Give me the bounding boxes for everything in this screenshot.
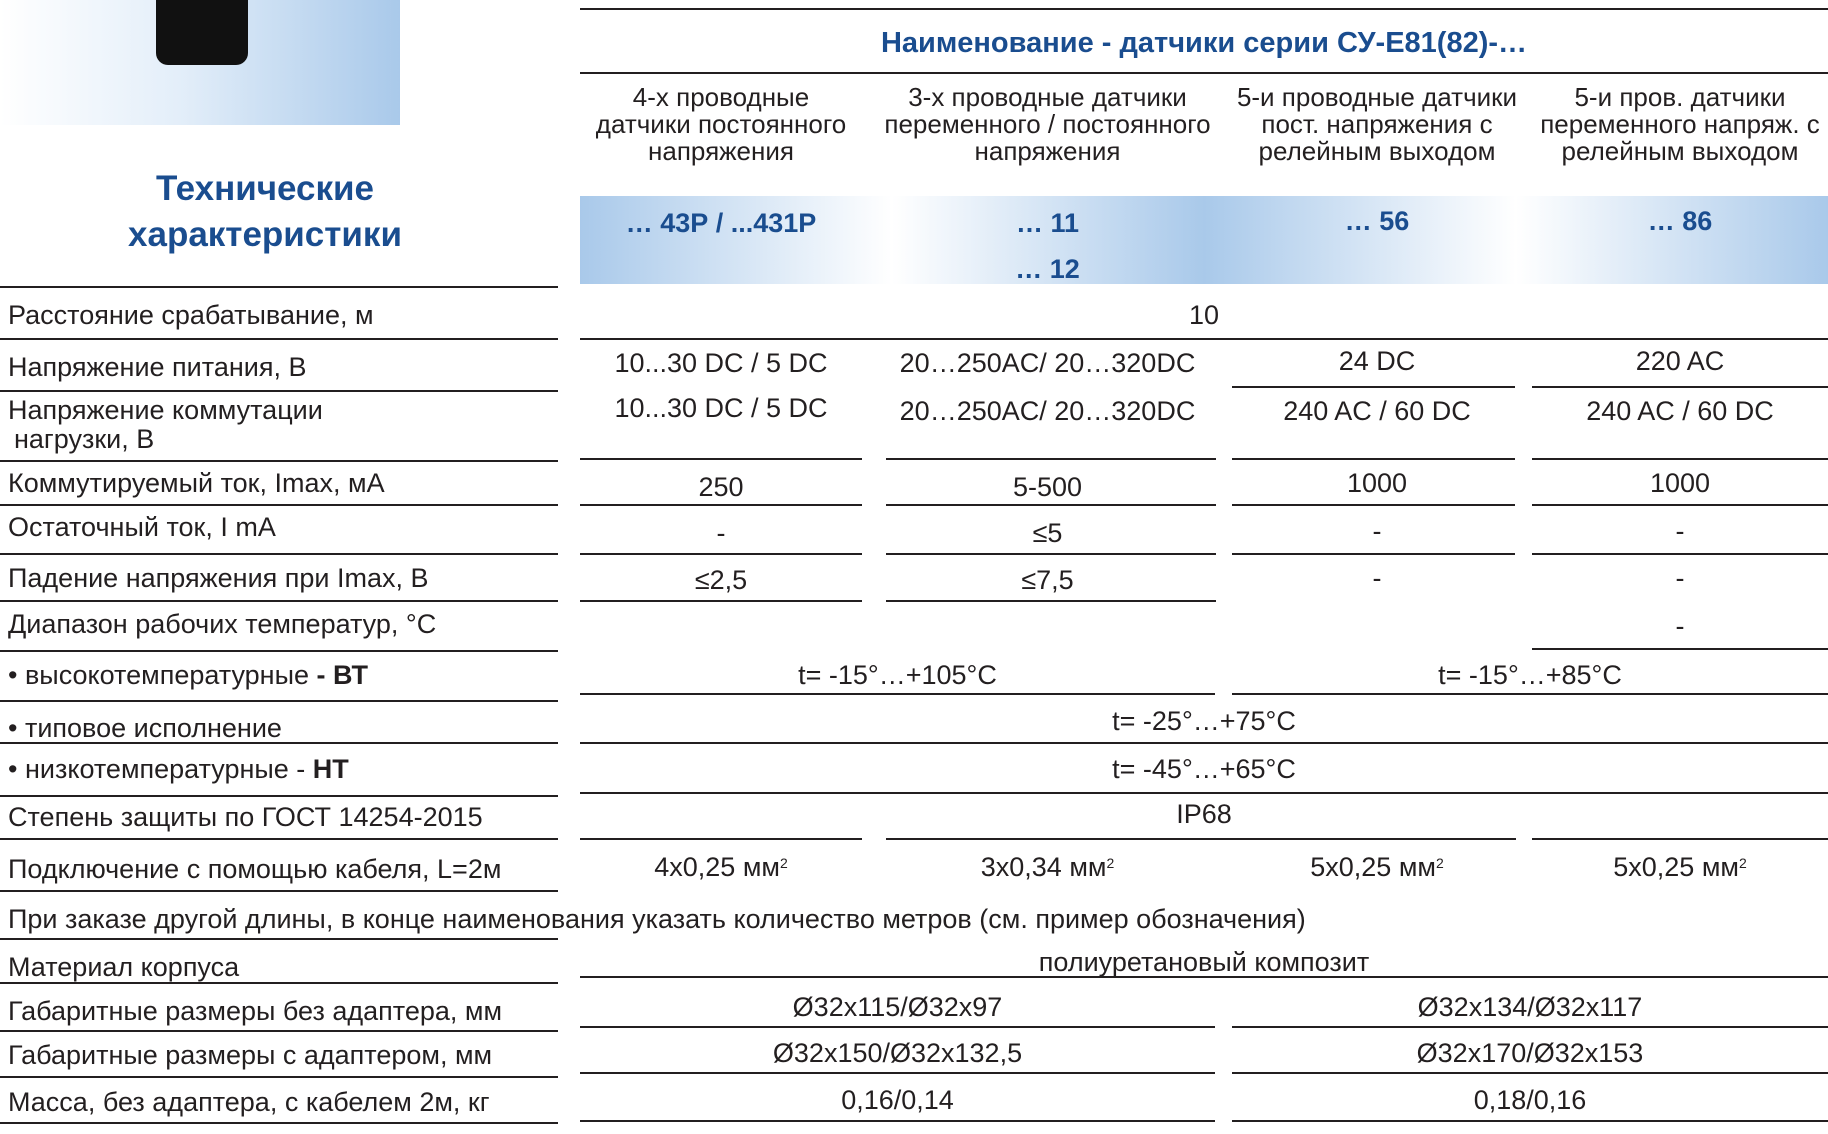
value-switching-1: 10...30 DC / 5 DC — [614, 393, 828, 423]
value-drop-1: ≤2,5 — [694, 565, 748, 595]
value-rule — [886, 553, 1216, 555]
column-header-4: 5-и пров. датчики переменного напряж. с релейным выходом — [1540, 82, 1820, 166]
value-dims-adapter-left: Ø32х150/Ø32х132,5 — [772, 1038, 1023, 1068]
value-supply-3: 24 DC — [1338, 346, 1416, 376]
value-rule — [1532, 648, 1828, 650]
label-rule — [0, 600, 558, 602]
label-distance: Расстояние срабатывание, м — [8, 300, 374, 330]
value-rule — [1232, 1026, 1828, 1028]
value-cable-1 — [585, 852, 857, 882]
value-supply-4: 220 AC — [1635, 346, 1725, 376]
value-supply-1: 10...30 DC / 5 DC — [614, 348, 828, 378]
value-cable-3-text: 5х0,25 мм — [1310, 852, 1436, 882]
label-high-temp-text: • высокотемпературные — [8, 660, 317, 690]
value-rule — [580, 1026, 1215, 1028]
label-rule — [0, 890, 558, 892]
label-current: Коммутируемый ток, Imax, мА — [8, 468, 385, 498]
label-rule — [0, 390, 558, 392]
label-dims-adapter: Габаритные размеры с адаптером, мм — [8, 1040, 493, 1070]
value-temp-4: - — [1675, 611, 1685, 641]
value-cable-2 — [880, 852, 1215, 882]
label-dims-no-adapter: Габаритные размеры без адаптера, мм — [8, 996, 503, 1026]
value-dims-adapter-right: Ø32х170/Ø32х153 — [1416, 1038, 1644, 1068]
value-protection: IP68 — [1176, 799, 1232, 829]
label-rule — [0, 1030, 558, 1032]
value-rule — [1232, 1072, 1828, 1074]
label-rule — [0, 700, 558, 702]
label-rule — [0, 286, 558, 288]
top-rule — [580, 8, 1828, 10]
column-code-4: … 86 — [1647, 206, 1713, 236]
value-switching-4: 240 AC / 60 DC — [1586, 396, 1774, 426]
column-header-1: 4-х проводные датчики постоянного напряжения — [595, 82, 847, 166]
label-low-temp-text: • низкотемпературные - — [8, 754, 313, 784]
value-rule — [886, 600, 1216, 602]
value-rule — [580, 458, 862, 460]
value-rule — [1532, 458, 1828, 460]
column-code-2: … 11 — [1015, 208, 1080, 238]
column-header-2: 3-х проводные датчики переменного / постоянного напряжения — [884, 82, 1211, 166]
value-supply-2: 20…250AC/ 20…320DC — [899, 348, 1196, 378]
value-rule — [580, 693, 1215, 695]
label-rule — [0, 838, 558, 840]
value-cable-4 — [1532, 852, 1828, 882]
value-rule — [580, 504, 862, 506]
label-rule — [0, 982, 558, 984]
value-current-2: 5-500 — [1012, 472, 1083, 502]
value-rule — [886, 458, 1216, 460]
value-rule — [1232, 1120, 1828, 1122]
value-current-1: 250 — [698, 472, 744, 502]
label-residual: Остаточный ток, I mA — [8, 512, 276, 542]
value-mass-right: 0,18/0,16 — [1473, 1085, 1587, 1115]
value-high-temp-right: t= -15°…+85°С — [1438, 660, 1622, 690]
value-switching-3: 240 AC / 60 DC — [1283, 396, 1471, 426]
value-dims-no-adapter-left: Ø32х115/Ø32х97 — [792, 992, 1003, 1022]
label-high-temp — [8, 660, 368, 690]
value-rule — [580, 838, 862, 840]
value-rule — [580, 338, 1828, 340]
label-typical: • типовое исполнение — [8, 713, 282, 743]
value-rule — [886, 838, 1516, 840]
label-temp: Диапазон рабочих температур, °С — [8, 609, 437, 639]
value-rule — [580, 553, 862, 555]
label-drop: Падение напряжения при Imax, В — [8, 563, 429, 593]
table-title: Наименование - датчики серии СУ-Е81(82)-… — [880, 27, 1528, 59]
value-rule — [580, 600, 862, 602]
label-rule — [0, 553, 558, 555]
label-rule — [0, 1122, 558, 1124]
column-code-3: … 56 — [1344, 206, 1410, 236]
label-supply: Напряжение питания, В — [8, 352, 307, 382]
section-title — [0, 166, 530, 258]
label-switching-1: Напряжение коммутации — [8, 395, 323, 425]
value-rule — [1232, 693, 1828, 695]
label-rule — [0, 1076, 558, 1078]
label-low-temp-bold: НТ — [312, 754, 349, 784]
value-drop-2: ≤7,5 — [1021, 565, 1074, 595]
value-current-3: 1000 — [1346, 468, 1408, 498]
value-residual-2: ≤5 — [1032, 518, 1063, 548]
value-rule — [1532, 553, 1828, 555]
value-rule — [1232, 386, 1515, 388]
label-mass: Масса, без адаптера, с кабелем 2м, кг — [8, 1087, 490, 1117]
value-drop-3: - — [1372, 563, 1382, 593]
label-cable: Подключение с помощью кабеля, L=2м — [8, 854, 502, 884]
value-distance: 10 — [1188, 300, 1220, 330]
value-rule — [580, 742, 1828, 744]
value-residual-4: - — [1675, 516, 1685, 546]
value-residual-3: - — [1372, 516, 1382, 546]
value-cable-3-sup: 2 — [1435, 855, 1444, 871]
value-material: полиуретановый композит — [1038, 947, 1370, 977]
value-rule — [1232, 504, 1515, 506]
column-code-1: … 43Р / ...431Р — [625, 208, 817, 238]
label-material: Материал корпуса — [8, 952, 240, 982]
value-rule — [1232, 553, 1515, 555]
value-dims-no-adapter-right: Ø32х134/Ø32х117 — [1417, 992, 1643, 1022]
value-cable-1-text: 4х0,25 мм — [654, 852, 780, 882]
label-protection: Степень защиты по ГОСТ 14254-2015 — [8, 802, 483, 832]
value-rule — [1532, 504, 1828, 506]
label-rule — [0, 795, 558, 797]
value-rule — [580, 1120, 1215, 1122]
value-typical: t= -25°…+75°С — [1112, 706, 1296, 736]
title-rule — [580, 72, 1828, 74]
value-rule — [1532, 838, 1828, 840]
column-header-3: 5-и проводные датчики пост. напряжения с релейным выходом — [1236, 82, 1518, 166]
value-rule — [1532, 386, 1828, 388]
value-switching-2: 20…250AC/ 20…320DC — [899, 396, 1196, 426]
label-high-temp-bold: - ВТ — [316, 660, 368, 690]
value-cable-2-text: 3х0,34 мм — [980, 852, 1107, 882]
label-switching-2: нагрузки, В — [14, 424, 155, 454]
value-cable-4-text: 5х0,25 мм — [1613, 852, 1739, 882]
label-rule — [0, 650, 558, 652]
value-mass-left: 0,16/0,14 — [841, 1085, 954, 1115]
label-rule — [0, 338, 558, 340]
sensor-body-image — [156, 0, 248, 65]
value-rule — [1232, 458, 1515, 460]
value-current-4: 1000 — [1649, 468, 1711, 498]
value-cable-1-sup: 2 — [779, 855, 788, 871]
value-cable-2-sup: 2 — [1106, 855, 1115, 871]
label-rule — [0, 460, 558, 462]
value-rule — [580, 1072, 1215, 1074]
value-drop-4: - — [1675, 563, 1685, 593]
column-code-2b: … 12 — [1015, 254, 1080, 284]
label-low-temp — [8, 754, 349, 784]
value-rule — [580, 792, 1828, 794]
section-title-line1: Технические — [155, 169, 375, 208]
value-cable-4-sup: 2 — [1738, 855, 1747, 871]
order-note: При заказе другой длины, в конце наименования указать количество метров (см. пример обозначения) — [8, 904, 1306, 934]
value-residual-1: - — [716, 518, 726, 548]
value-rule — [886, 504, 1216, 506]
value-high-temp-left: t= -15°…+105°С — [798, 660, 997, 690]
value-cable-3 — [1232, 852, 1522, 882]
section-title-line2: характеристики — [128, 215, 402, 254]
label-rule — [0, 938, 558, 940]
value-low-temp: t= -45°…+65°С — [1112, 754, 1296, 784]
label-rule — [0, 504, 558, 506]
